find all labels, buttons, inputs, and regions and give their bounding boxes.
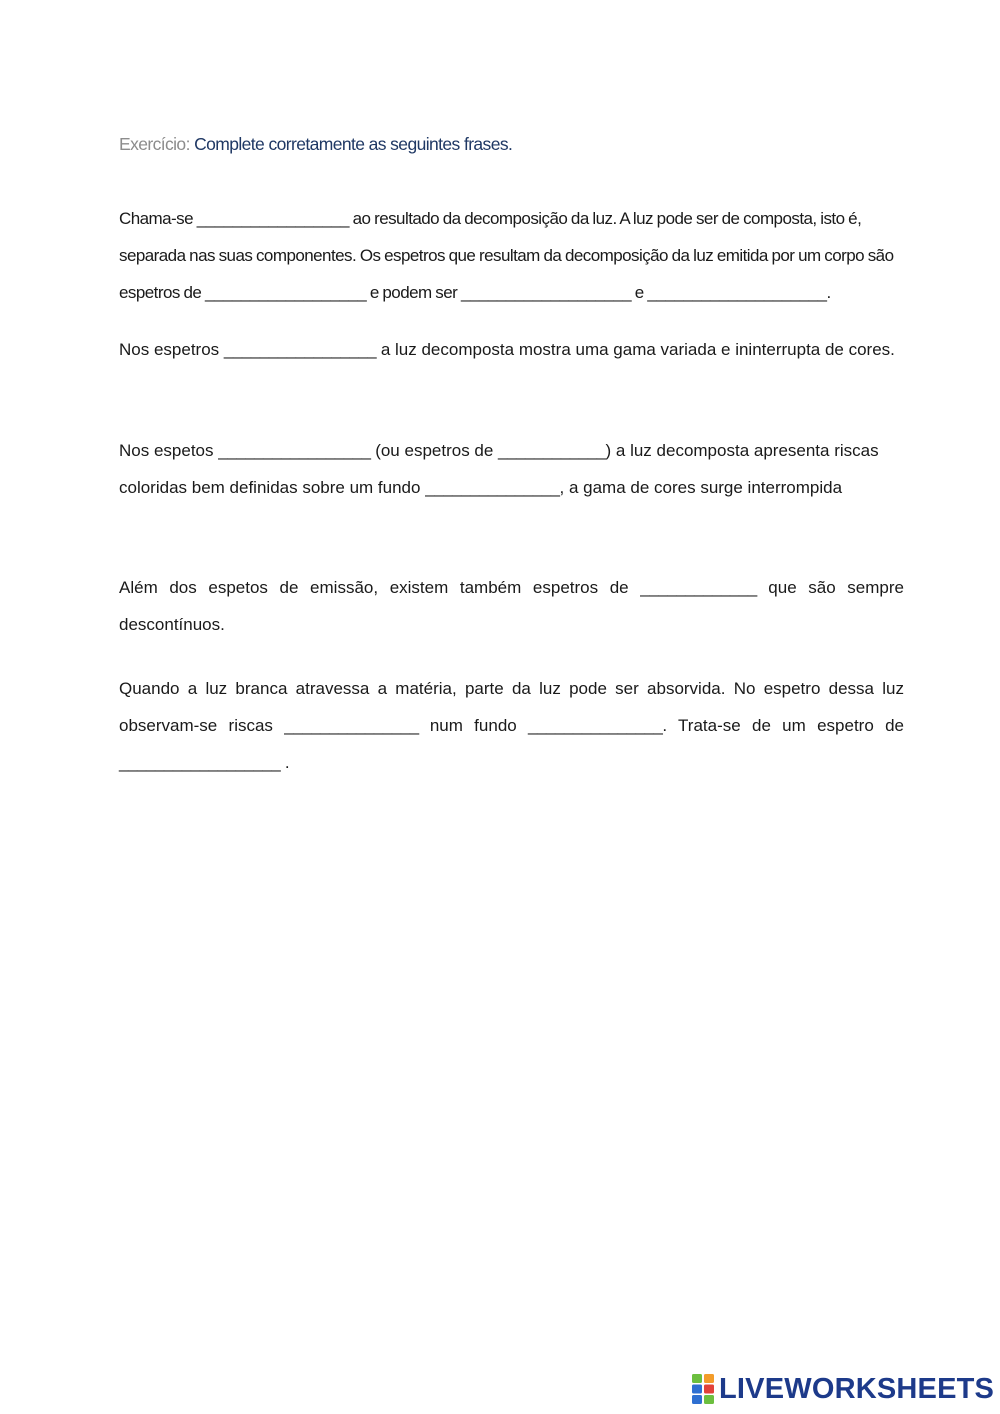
text-segment: Nos espetos	[119, 441, 219, 460]
text-segment: .	[280, 753, 290, 772]
answer-blank-6[interactable]: _________________	[218, 441, 371, 460]
text-segment: Chama-se	[119, 209, 197, 228]
text-segment: . Trata-se de um espetro de	[662, 716, 904, 735]
exercise-label: Exercício:	[119, 134, 190, 154]
text-segment: a luz decomposta mostra uma gama variada e ininterrupta de cores.	[376, 340, 895, 359]
exercise-instruction: Complete corretamente as seguintes frases.	[194, 134, 513, 154]
paragraph-5	[119, 670, 904, 781]
answer-blank-3[interactable]: ___________________	[460, 283, 632, 302]
text-segment: ao resultado da decomposição da luz. A luz pode ser de composta, isto é, separada nas suas componentes. Os espetros que resultam da decomposição da luz emitida por um corpo são espetros de	[119, 209, 894, 302]
text-segment: Quando a luz branca atravessa a matéria, parte da luz pode ser absorvida. No espetro dessa luz observam-se riscas	[119, 679, 904, 735]
liveworksheets-wordmark: LIVEWORKSHEETS	[719, 1372, 995, 1405]
paragraph-1	[119, 200, 904, 311]
paragraph-4	[119, 569, 904, 643]
paragraph-2	[119, 331, 904, 368]
answer-blank-11[interactable]: _______________	[528, 716, 663, 735]
answer-blank-9[interactable]: _____________	[640, 578, 757, 597]
text-segment: , a gama de cores surge interrompida	[559, 478, 843, 497]
paragraph-3	[119, 432, 904, 506]
text-segment: ) a luz decomposta apresenta riscas coloridas bem definidas sobre um fundo	[119, 441, 879, 497]
text-segment: e	[631, 283, 648, 302]
text-segment: Nos espetros	[119, 340, 224, 359]
answer-blank-2[interactable]: __________________	[204, 283, 367, 302]
text-segment: Além dos espetos de emissão, existem também espetros de	[119, 578, 641, 597]
answer-blank-1[interactable]: _________________	[196, 209, 349, 228]
answer-blank-10[interactable]: _______________	[284, 716, 419, 735]
answer-blank-4[interactable]: ____________________	[647, 283, 827, 302]
exercise-heading	[119, 134, 512, 155]
answer-blank-5[interactable]: _________________	[223, 340, 377, 359]
answer-blank-12[interactable]: __________________	[119, 753, 281, 772]
text-segment: e podem ser	[366, 283, 461, 302]
text-segment: que são sempre descontínuos.	[119, 578, 904, 634]
answer-blank-7[interactable]: ____________	[498, 441, 606, 460]
liveworksheets-logo[interactable]	[692, 1372, 994, 1406]
answer-blank-8[interactable]: _______________	[425, 478, 560, 497]
text-segment: num fundo	[418, 716, 529, 735]
text-segment: (ou espetros de	[370, 441, 499, 460]
liveworksheets-logo-icon	[692, 1374, 714, 1404]
text-segment: .	[826, 283, 831, 302]
